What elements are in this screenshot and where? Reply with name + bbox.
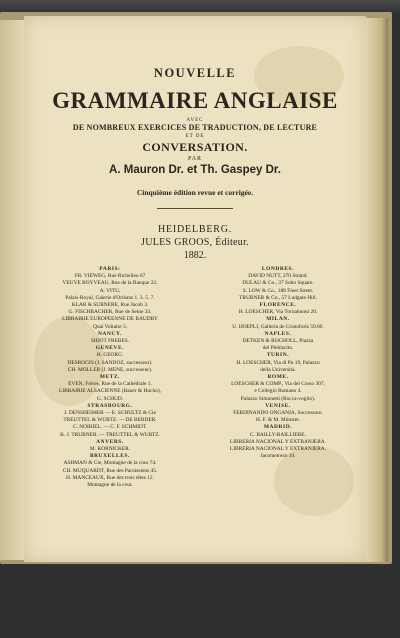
subtitle: DE NOMBREUX EXERCICES DE TRADUCTION, DE LECTURE [72,123,318,132]
agent-line: PARIS: [99,266,121,272]
agent-line: Palazzo Simonetti (Bocca-voglio). [240,395,316,402]
main-title: GRAMMAIRE ANGLAISE [52,88,338,113]
agent-line: C. BAILLY-BAILLIÈRE. [250,431,306,438]
agent-line: G. FISCHBACHER, Rue de Seine 33. [68,309,152,316]
page-edge-left [0,20,24,560]
page-edge-right [366,18,388,562]
agent-line: LIBRERIA NACIONAL Y EXTRANJERA. [229,446,327,453]
agent-line: NAPLES. [264,330,292,337]
agents-list-left [30,266,190,489]
agent-line: EVEN, Frères, Rue de la Cathédrale 1. [68,381,152,388]
title-line-nouvelle: NOUVELLE [153,66,237,80]
agent-line: G. SCHÜD. [96,395,124,402]
agent-line: FLORENCE. [259,302,297,309]
title-par: PAR [187,156,203,162]
publication-year: 1882. [183,250,207,261]
agent-line: LOESCHER & COMP., Via del Corso 307, [231,381,325,388]
agent-line: DULAU & Co., 37 Soho Square. [242,280,314,287]
agent-line: GENÈVE. [95,345,125,352]
agent-line: TRÜBNER & Co., 57 Ludgate Hill. [239,294,317,301]
agent-line: K. J. TRÜBNER. — TREUTTEL & WÜRTZ. [60,431,160,438]
agent-line: MADRID. [263,424,293,431]
agent-line: CH. MOLLER (J. MENE, successeur). [67,366,153,373]
agent-line: H. MANCEAUX, Rue des trois têtes 12. [66,474,154,481]
title-avec: AVEC [186,118,204,123]
agent-line: NANCY. [98,330,122,337]
agent-line: e Collegio Romano 4. [254,388,302,395]
agent-line: KLAR & SURNERE, Rue Jacob 3. [71,302,149,309]
agent-line: Palais-Royal, Galerie d'Orléans 1. 3. 5. 7. [65,294,155,301]
agent-line: STRASBOURG. [87,402,133,409]
agent-line: ASHMAN & Cie, Montagne de la cour 74. [63,460,157,467]
agent-line: H. LOESCHER, Via Tornabuoni 20. [238,309,318,316]
publisher-name: JULES GROOS, Éditeur. [141,237,249,248]
agent-line: ROME. [267,374,289,381]
agent-line: ANVERS. [96,438,124,445]
agent-line: FR. VIEWEG, Rue Richelieu 67 [74,273,146,280]
agent-line: U. HOEPLI, Galleria de Cristoforis 59.60. [232,323,324,330]
agent-line: LIBRAIRIE EUROPÉENNE DE BAUDRY [62,316,158,323]
agent-line: BRUXELLES. [89,453,130,460]
agent-line: SIDOT FRÈRES. [90,338,130,345]
agent-line: VEUVE BOYVEAU, Rue de la Banque 22, [62,280,158,287]
agent-line: TREUTTEL & WÜRTZ. — DE BERDER. [63,417,157,424]
agent-line: H. F. & M. Münster. [256,417,300,424]
agent-line: Montagne de la cour. [87,482,133,489]
agent-line: FERDINANDO ONGANIA, Successore. [233,410,323,417]
agent-line: TURIN. [266,352,290,359]
authors: A. Mauron Dr. et Th. Gaspey Dr. [109,164,281,176]
agent-line: LIBRAIRIE ALSACIENNE (Bauer & Hucho), [59,388,161,395]
title-et-de: ET DE [185,134,205,139]
edition-note: Cinquième édition revue et corrigée. [136,188,254,197]
agent-line: del Plebiscito. [262,345,294,352]
agent-line: METZ. [99,374,121,381]
agent-line: DETKEN & ROCHOLL, Piazza [242,338,314,345]
agent-line: Jacometrezo 10. [260,453,296,460]
agent-line: S. LOW & Co., 188 Fleet Street. [242,287,314,294]
agent-line: M. KORNICKER. [89,446,131,453]
publisher-city: HEIDELBERG. [157,224,233,235]
divider-rule [157,208,233,209]
agent-line: della Università. [260,366,296,373]
agent-line: VENISE. [265,402,291,409]
agent-line: H. GEORG. [96,352,124,359]
agent-line: Quai Voltaire 3. [92,323,128,330]
title-page [24,16,366,562]
agent-line: DESROGIS (J. SANDOZ, successeur). [67,359,153,366]
agent-line: MILAN. [266,316,290,323]
agent-line: J. DENSHEIMER — E. SCHULTZ & Cie [64,410,156,417]
agent-line: C. NOIRIEL. — C. F. SCHMIDT. [72,424,148,431]
agent-line: H. LOESCHER, Via di Po 19, Palazzo [236,359,320,366]
agent-line: CH. MUQUARDT, Rue des Paroissiens 45. [62,467,158,474]
agent-line: LIBRERIA NACIONAL Y EXTRANJERA. [229,438,327,445]
agent-line: LONDRES. [261,266,295,272]
agent-line: DAVID NUTT, 270 Strand. [248,273,308,280]
agent-line: A. VITU, [99,287,121,294]
title-conversation: CONVERSATION. [142,140,248,154]
agents-list-right [198,266,358,460]
